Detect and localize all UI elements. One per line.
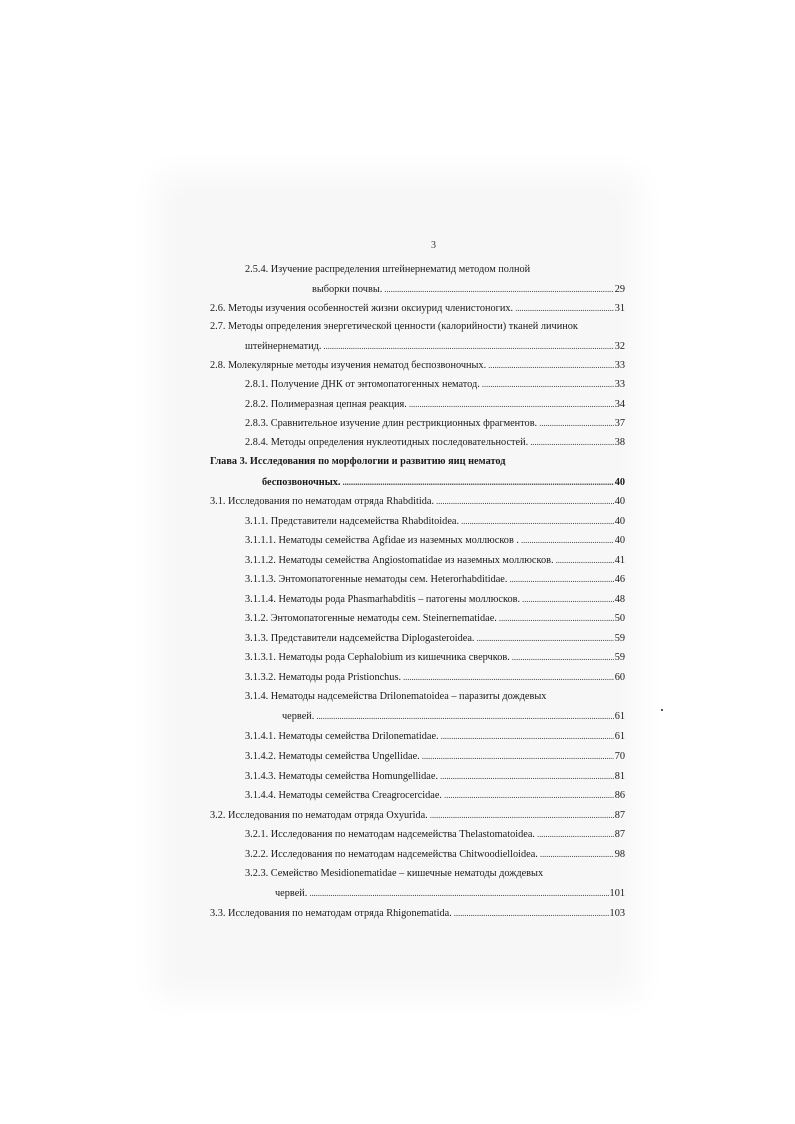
toc-entry-text: 3.1.4. Нематоды надсемейства Drilonematoidea – паразиты дождевых — [245, 691, 547, 702]
toc-entry-text: 3.1.4.2. Нематоды семейства Ungellidae. — [245, 751, 420, 762]
toc-entry-page: 59 — [614, 633, 625, 644]
toc-entry-text: Глава 3. Исследования по морфологии и развитию яиц нематод — [210, 456, 506, 467]
toc-entry-text: 3.1.3.1. Нематоды рода Cephalobium из кишечника сверчков. — [245, 652, 510, 663]
toc-entry — [245, 571, 625, 587]
toc-entry-page: 87 — [614, 810, 625, 821]
toc-entry-text: 2.6. Методы изучения особенностей жизни оксиурид членистоногих. — [210, 303, 514, 314]
toc-entry — [245, 591, 625, 607]
toc-entry-page: 38 — [614, 437, 625, 448]
toc-leader — [316, 708, 613, 724]
toc-entry-text: 3.1.4.4. Нематоды семейства Creagrocercidae. — [245, 790, 442, 801]
toc-entry — [282, 708, 625, 724]
toc-entry-text: выборки почвы. — [312, 284, 383, 295]
toc-entry-text: 3.1.2. Энтомопатогенные нематоды сем. Steinernematidae. — [245, 613, 497, 624]
toc-entry-page: 60 — [614, 672, 625, 683]
toc-entry-text: 3.2.3. Семейство Mesidionematidae – кишечные нематоды дождевых — [245, 868, 544, 879]
toc-leader — [441, 728, 614, 744]
toc-entry — [245, 396, 625, 412]
toc-entry-page: 41 — [614, 555, 625, 566]
toc-entry — [245, 552, 625, 568]
toc-entry-text: 3.1.1.2. Нематоды семейства Angiostomatidae из наземных моллюсков. — [245, 555, 554, 566]
toc-leader — [323, 338, 613, 354]
toc-entry-text: 2.8.2. Полимеразная цепная реакция. — [245, 399, 407, 410]
toc-leader — [422, 748, 614, 764]
toc-entry — [262, 474, 625, 490]
toc-entry-text: 3.1.1.3. Энтомопатогенные нематоды сем. Heterorhabditidae. — [245, 574, 508, 585]
toc-leader — [430, 807, 614, 823]
toc-entry-text: 2.8.1. Получение ДНК от энтомопатогенных нематод. — [245, 379, 480, 390]
toc-entry-page: 81 — [614, 771, 625, 782]
toc-leader — [436, 493, 614, 509]
toc-leader — [454, 905, 609, 921]
toc-entry-text: 3.1.3.2. Нематоды рода Pristionchus. — [245, 672, 402, 683]
toc-entry-page: 33 — [614, 360, 625, 371]
toc-entry — [210, 905, 625, 921]
toc-entry-page: 40 — [614, 477, 625, 488]
toc-entry-page: 87 — [614, 829, 625, 840]
toc-entry-text: 2.8.3. Сравнительное изучение длин рестрикционных фрагментов. — [245, 418, 538, 429]
toc-entry-text: 3.1.4.1. Нематоды семейства Drilonematidae. — [245, 731, 439, 742]
toc-leader — [482, 376, 614, 392]
toc-entry-text: 3.3. Исследования по нематодам отряда Rhigonematida. — [210, 908, 452, 919]
toc-entry — [210, 300, 625, 316]
toc-entry — [245, 532, 625, 548]
toc-leader — [488, 357, 614, 373]
toc-entry — [245, 768, 625, 784]
toc-entry — [210, 454, 625, 470]
toc-entry-page: 32 — [614, 341, 625, 352]
toc-entry — [245, 630, 625, 646]
toc-entry-text: 3.1.1.1. Нематоды семейства Agfidae из наземных моллюсков . — [245, 535, 519, 546]
toc-leader — [530, 434, 614, 450]
toc-entry — [245, 826, 625, 842]
toc-entry-page: 50 — [614, 613, 625, 624]
toc-entry-text: 3.1.1.4. Нематоды рода Phasmarhabditis – патогены моллюсков. — [245, 594, 521, 605]
toc-entry-text: беспозвоночных. — [262, 477, 341, 488]
toc-leader — [384, 281, 613, 297]
toc-leader — [509, 571, 613, 587]
toc-entry — [210, 493, 625, 509]
toc-entry-page: 40 — [614, 535, 625, 546]
toc-entry-page: 59 — [614, 652, 625, 663]
toc-entry-text: 3.1.4.3. Нематоды семейства Homungellidae. — [245, 771, 439, 782]
toc-entry — [245, 610, 625, 626]
toc-entry — [245, 513, 625, 529]
toc-leader — [440, 768, 614, 784]
toc-entry — [245, 748, 625, 764]
toc-entry-text: 3.1. Исследования по нематодам отряда Rhabditida. — [210, 496, 435, 507]
toc-leader — [342, 474, 613, 490]
toc-leader — [444, 787, 614, 803]
toc-entry-page: 61 — [614, 711, 625, 722]
toc-entry-page: 40 — [614, 496, 625, 507]
toc-leader — [512, 649, 614, 665]
toc-entry-text: 3.1.3. Представители надсемейства Diplogasteroidea. — [245, 633, 475, 644]
toc-entry — [245, 846, 625, 862]
toc-entry — [245, 728, 625, 744]
toc-entry — [245, 649, 625, 665]
toc-entry — [245, 689, 625, 705]
toc-leader — [309, 885, 608, 901]
toc-entry-text: 3.1.1. Представители надсемейства Rhabditoidea. — [245, 516, 460, 527]
toc-entry — [210, 807, 625, 823]
toc-leader — [540, 846, 614, 862]
toc-entry — [245, 262, 625, 278]
toc-entry — [245, 866, 625, 882]
toc-leader — [499, 610, 614, 626]
toc-entry-page: 70 — [614, 751, 625, 762]
toc-leader — [521, 532, 614, 548]
toc-entry — [245, 669, 625, 685]
toc-leader — [409, 396, 614, 412]
toc-entry — [245, 787, 625, 803]
toc-entry-page: 31 — [614, 303, 625, 314]
toc-leader — [556, 552, 614, 568]
scan-speck — [661, 709, 663, 711]
toc-entry — [245, 434, 625, 450]
toc-entry — [245, 415, 625, 431]
toc-leader — [515, 300, 614, 316]
toc-entry-page: 29 — [614, 284, 625, 295]
toc-entry — [275, 885, 625, 901]
toc-entry-page: 103 — [609, 908, 625, 919]
toc-entry — [210, 357, 625, 373]
toc-entry-text: 2.8.4. Методы определения нуклеотидных последовательностей. — [245, 437, 529, 448]
toc-entry-page: 86 — [614, 790, 625, 801]
toc-leader — [403, 669, 614, 685]
toc-entry — [210, 319, 625, 335]
toc-leader — [476, 630, 613, 646]
toc-entry-text: 2.8. Молекулярные методы изучения нематод беспозвоночных. — [210, 360, 487, 371]
toc-entry-text: 2.7. Методы определения энергетической ценности (калорийности) тканей личинок — [210, 321, 578, 332]
toc-entry-text: 3.2. Исследования по нематодам отряда Oxyurida. — [210, 810, 428, 821]
toc-entry-page: 34 — [614, 399, 625, 410]
toc-entry-page: 48 — [614, 594, 625, 605]
toc-entry-text: 3.2.2. Исследования по нематодам надсемейства Chitwoodielloidea. — [245, 849, 538, 860]
toc-leader — [461, 513, 614, 529]
toc-entry-page: 46 — [614, 574, 625, 585]
toc-entry — [245, 338, 625, 354]
toc-entry-page: 61 — [614, 731, 625, 742]
toc-leader — [539, 415, 614, 431]
toc-entry — [312, 281, 625, 297]
toc-entry-text: 2.5.4. Изучение распределения штейнернематид методом полной — [245, 264, 531, 275]
toc-entry-page: 98 — [614, 849, 625, 860]
toc-entry-text: червей. — [282, 711, 315, 722]
toc-entry — [245, 376, 625, 392]
toc-entry-page: 40 — [614, 516, 625, 527]
page-number: 3 — [431, 240, 436, 251]
toc-entry-page: 101 — [609, 888, 625, 899]
toc-entry-page: 33 — [614, 379, 625, 390]
toc-entry-text: штейнернематид. — [245, 341, 322, 352]
toc-entry-text: червей. — [275, 888, 308, 899]
toc-entry-text: 3.2.1. Исследования по нематодам надсемейства Thelastomatoidea. — [245, 829, 535, 840]
toc-leader — [537, 826, 614, 842]
toc-leader — [522, 591, 614, 607]
toc-entry-page: 37 — [614, 418, 625, 429]
